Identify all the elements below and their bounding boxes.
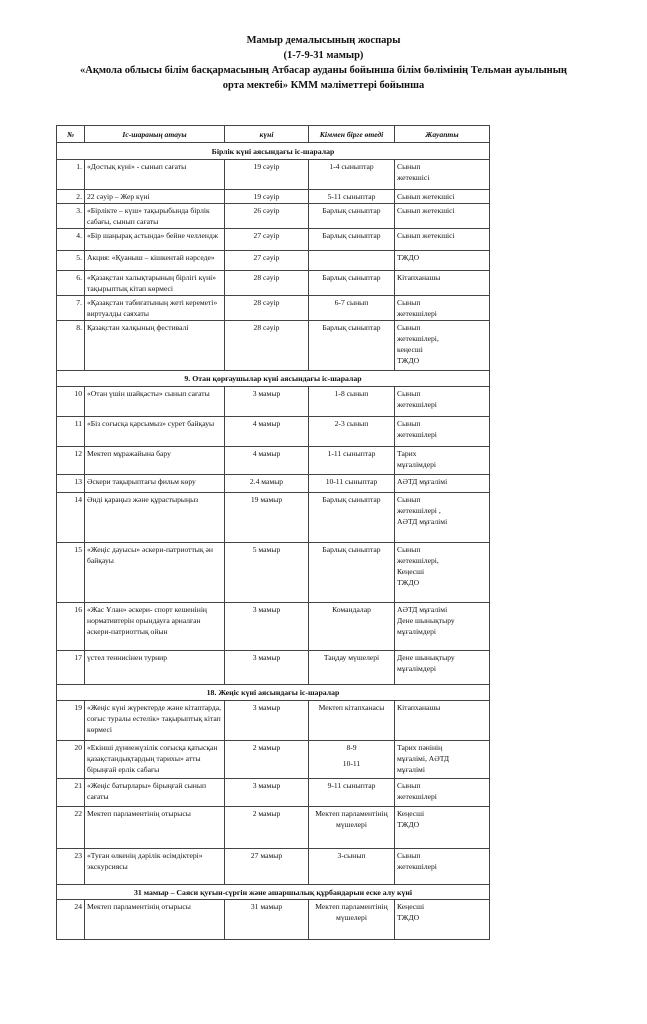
responsible xyxy=(395,387,490,417)
table-row xyxy=(57,701,490,741)
doc-title: Мамыр демалысының жоспары xyxy=(246,35,401,46)
responsible-line: мұғалімдері xyxy=(397,627,436,636)
row-number: 4. xyxy=(57,229,85,251)
responsible-line: ТЖДО xyxy=(397,913,420,922)
responsible-line: Кітапханашы xyxy=(397,273,441,282)
event-date: 26 сәуір xyxy=(225,204,309,229)
section-title: 18. Жеңіс күні аясындағы іс-шаралар xyxy=(57,685,490,701)
event-date: 3 мамыр xyxy=(225,651,309,685)
doc-org-line1: «Ақмола облысы білім басқармасының Атбасар ауданы бойынша білім бөлімінің Тельман ауылының xyxy=(80,65,567,76)
row-number: 2. xyxy=(57,190,85,204)
plan-table xyxy=(56,125,490,940)
participants: Барлық сыныптар xyxy=(309,229,395,251)
responsible xyxy=(395,190,490,204)
table-row xyxy=(57,204,490,229)
section-row xyxy=(57,685,490,701)
participants: 1-8 сынып xyxy=(309,387,395,417)
participants: Мектеп парламентінің мүшелері xyxy=(309,807,395,849)
participants: 3-сынып xyxy=(309,849,395,885)
responsible-line: Сынып жетекшісі xyxy=(397,231,455,240)
event-name: «Жеңіс күні жүректерде және кітаптарда, соғыс туралы естелік» тақырыптық кітап көрмесі xyxy=(85,701,225,741)
row-number: 23 xyxy=(57,849,85,885)
responsible-line: Тарих xyxy=(397,449,417,458)
responsible-line: жетекшілері, xyxy=(397,556,439,565)
event-date: 19 сәуір xyxy=(225,190,309,204)
table-row xyxy=(57,651,490,685)
event-name: Акция: «Қуаныш – кішкентай нәрседе» xyxy=(85,251,225,271)
responsible xyxy=(395,251,490,271)
event-date: 5 мамыр xyxy=(225,543,309,603)
row-number: 15 xyxy=(57,543,85,603)
row-number: 3. xyxy=(57,204,85,229)
responsible xyxy=(395,651,490,685)
responsible xyxy=(395,807,490,849)
participants xyxy=(309,251,395,271)
responsible-line: мұғалімі, АӘТД xyxy=(397,754,450,763)
responsible-line: Кеңесші xyxy=(397,809,425,818)
responsible xyxy=(395,204,490,229)
doc-dates: (1-7-9-31 мамыр) xyxy=(283,50,364,61)
event-date: 3 мамыр xyxy=(225,701,309,741)
event-date: 19 мамыр xyxy=(225,493,309,543)
responsible-line: Сынып xyxy=(397,495,421,504)
participants: Барлық сыныптар xyxy=(309,493,395,543)
event-date: 3 мамыр xyxy=(225,387,309,417)
responsible xyxy=(395,475,490,493)
table-row xyxy=(57,447,490,475)
event-date: 3 мамыр xyxy=(225,779,309,807)
participants: 5-11 сыныптар xyxy=(309,190,395,204)
responsible xyxy=(395,779,490,807)
participants: Барлық сыныптар xyxy=(309,321,395,371)
table-row xyxy=(57,543,490,603)
event-name: «Отан үшін шайқасты» сынып сағаты xyxy=(85,387,225,417)
event-name: Әскери тақырыптағы фильм көру xyxy=(85,475,225,493)
section-row xyxy=(57,885,490,900)
row-number: 10 xyxy=(57,387,85,417)
responsible-line: Кеңесші xyxy=(397,902,425,911)
responsible-line: Кеңесші xyxy=(397,567,425,576)
responsible xyxy=(395,603,490,651)
responsible xyxy=(395,701,490,741)
responsible-line: Сынып xyxy=(397,298,421,307)
responsible xyxy=(395,849,490,885)
col-date: күні xyxy=(225,126,309,143)
responsible xyxy=(395,271,490,296)
responsible-line: мұғалімі xyxy=(397,765,425,774)
table-row xyxy=(57,603,490,651)
table-row xyxy=(57,741,490,779)
col-event-name: Іс-шараның атауы xyxy=(85,126,225,143)
row-number: 24 xyxy=(57,900,85,940)
col-responsible: Жауапты xyxy=(395,126,490,143)
responsible-line: жетекшілері xyxy=(397,309,437,318)
participants: Барлық сыныптар xyxy=(309,543,395,603)
event-name: 22 сәуір – Жер күні xyxy=(85,190,225,204)
responsible-line: АӘТД мұғалімі xyxy=(397,605,448,614)
responsible-line: Дене шынықтыру xyxy=(397,653,455,662)
responsible xyxy=(395,447,490,475)
responsible-line: АӘТД мұғалімі xyxy=(397,517,448,526)
responsible-line: Сынып xyxy=(397,419,421,428)
section-title: 9. Отан қорғаушылар күні аясындағы іс-шаралар xyxy=(57,371,490,387)
col-participants: Кіммен бірге өтеді xyxy=(309,126,395,143)
event-name: Мектеп парламентінің отырысы xyxy=(85,807,225,849)
row-number: 19 xyxy=(57,701,85,741)
row-number: 22 xyxy=(57,807,85,849)
participants: 6-7 сынып xyxy=(309,296,395,321)
table-row xyxy=(57,417,490,447)
participants-line: 10-11 xyxy=(342,759,361,768)
participants: 1-11 сыныптар xyxy=(309,447,395,475)
event-name: «Достық күні» - сынып сағаты xyxy=(85,160,225,190)
table-header-row xyxy=(57,126,490,143)
row-number: 21 xyxy=(57,779,85,807)
responsible-line: ТЖДО xyxy=(397,253,420,262)
responsible-line: Кітапханашы xyxy=(397,703,441,712)
table-row xyxy=(57,321,490,371)
table-row xyxy=(57,387,490,417)
event-date: 27 сәуір xyxy=(225,229,309,251)
row-number: 14 xyxy=(57,493,85,543)
table-row xyxy=(57,779,490,807)
event-date: 27 сәуір xyxy=(225,251,309,271)
row-number: 13 xyxy=(57,475,85,493)
event-date: 2.4 мамыр xyxy=(225,475,309,493)
event-date: 2 мамыр xyxy=(225,807,309,849)
responsible-line: Сынып xyxy=(397,389,421,398)
event-name: Мектеп парламентінің отырысы xyxy=(85,900,225,940)
row-number: 8. xyxy=(57,321,85,371)
responsible-line: Сынып жетекшісі xyxy=(397,206,455,215)
responsible xyxy=(395,741,490,779)
responsible-line: мұғалімдері xyxy=(397,664,436,673)
responsible xyxy=(395,417,490,447)
event-date: 4 мамыр xyxy=(225,417,309,447)
participants: Таңдау мүшелері xyxy=(309,651,395,685)
responsible-line: жетекшісі xyxy=(397,173,430,182)
responsible-line: мұғалімдері xyxy=(397,460,436,469)
row-number: 12 xyxy=(57,447,85,475)
responsible-line: ТЖДО xyxy=(397,820,420,829)
event-name: Қазақстан халқының фестивалі xyxy=(85,321,225,371)
responsible xyxy=(395,493,490,543)
responsible-line: жетекшілері xyxy=(397,430,437,439)
responsible-line: жетекшілері , xyxy=(397,506,441,515)
responsible-line: Дене шынықтыру xyxy=(397,616,455,625)
event-date: 28 сәуір xyxy=(225,321,309,371)
event-date: 28 сәуір xyxy=(225,296,309,321)
responsible-line: ТЖДО xyxy=(397,578,420,587)
responsible xyxy=(395,160,490,190)
responsible-line: Сынып xyxy=(397,162,421,171)
table-row xyxy=(57,849,490,885)
responsible-line: жетекшілері xyxy=(397,792,437,801)
row-number: 6. xyxy=(57,271,85,296)
event-date: 27 мамыр xyxy=(225,849,309,885)
event-name: «Бір шаңырақ астында» бейне челлендж xyxy=(85,229,225,251)
participants-line: 8-9 xyxy=(346,743,357,752)
responsible xyxy=(395,296,490,321)
event-date: 2 мамыр xyxy=(225,741,309,779)
event-name: «Бірлікте – күш» тақырыбында бірлік сабағы, сынып сағаты xyxy=(85,204,225,229)
event-name: Әнді қараңыз және құрастырыңыз xyxy=(85,493,225,543)
responsible-line: жетекшілері, xyxy=(397,334,439,343)
event-name: «Жас Ұлан» әскери- спорт кешенінің нормативтерін орындауға арналған әскери-патриоттық ойын xyxy=(85,603,225,651)
event-date: 28 сәуір xyxy=(225,271,309,296)
row-number: 20 xyxy=(57,741,85,779)
responsible xyxy=(395,321,490,371)
row-number: 11 xyxy=(57,417,85,447)
responsible xyxy=(395,229,490,251)
event-name: Мектеп мұражайына бару xyxy=(85,447,225,475)
row-number: 7. xyxy=(57,296,85,321)
participants: Барлық сыныптар xyxy=(309,204,395,229)
responsible-line: Сынып жетекшісі xyxy=(397,192,455,201)
participants: 1-4 сыныптар xyxy=(309,160,395,190)
row-number: 5. xyxy=(57,251,85,271)
responsible-line: ТЖДО xyxy=(397,356,420,365)
event-name: «Жеңіс дауысы» әскери-патриоттық ән байқауы xyxy=(85,543,225,603)
participants: Командалар xyxy=(309,603,395,651)
responsible-line: жетекшілері xyxy=(397,862,437,871)
participants: Мектеп кітапханасы xyxy=(309,701,395,741)
participants: 10-11 сыныптар xyxy=(309,475,395,493)
event-date: 3 мамыр xyxy=(225,603,309,651)
event-name: «Біз соғысқа қарсымыз» сурет байқауы xyxy=(85,417,225,447)
table-row xyxy=(57,160,490,190)
participants xyxy=(309,741,395,779)
event-date: 31 мамыр xyxy=(225,900,309,940)
section-row xyxy=(57,371,490,387)
responsible-line: Сынып xyxy=(397,323,421,332)
table-row xyxy=(57,296,490,321)
section-title: Бірлік күні аясындағы іс-шаралар xyxy=(57,143,490,160)
event-name: «Туған өлкенің дәрілік өсімдіктері» экскурсиясы xyxy=(85,849,225,885)
table-row xyxy=(57,493,490,543)
participants: Мектеп парламентінің мүшелері xyxy=(309,900,395,940)
event-name: «Қазақстан табиғатының жеті кереметі» виртуалды саяхаты xyxy=(85,296,225,321)
doc-org-line2: орта мектебі» КММ мәліметтері бойынша xyxy=(222,80,425,91)
table-row xyxy=(57,251,490,271)
responsible-line: Сынып xyxy=(397,851,421,860)
section-row xyxy=(57,143,490,160)
row-number: 16 xyxy=(57,603,85,651)
responsible-line: кеңесші xyxy=(397,345,423,354)
responsible-line: АӘТД мұғалімі xyxy=(397,477,448,486)
responsible-line: Сынып xyxy=(397,781,421,790)
table-row xyxy=(57,190,490,204)
responsible xyxy=(395,900,490,940)
row-number: 1. xyxy=(57,160,85,190)
responsible xyxy=(395,543,490,603)
responsible-line: Сынып xyxy=(397,545,421,554)
table-row xyxy=(57,900,490,940)
participants: 9-11 сыныптар xyxy=(309,779,395,807)
participants: 2-3 сынып xyxy=(309,417,395,447)
participants: Барлық сыныптар xyxy=(309,271,395,296)
col-number: № xyxy=(57,126,85,143)
table-row xyxy=(57,475,490,493)
event-name: «Екінші дүниежүзілік соғысқа қатысқан қазақстандықтардың тарихы» атты бірыңғай ерлік сабағы xyxy=(85,741,225,779)
table-row xyxy=(57,229,490,251)
table-row xyxy=(57,807,490,849)
event-date: 19 сәуір xyxy=(225,160,309,190)
section-title: 31 мамыр – Саяси қуғын-сүргін және ашаршылық құрбандарын еске алу күні xyxy=(57,885,490,900)
event-date: 4 мамыр xyxy=(225,447,309,475)
table-row xyxy=(57,271,490,296)
event-name: «Жеңіс батырлары» бірыңғай сынып сағаты xyxy=(85,779,225,807)
responsible-line: жетекшілері xyxy=(397,400,437,409)
event-name: «Қазақстан халықтарының бірлігі күні» тақырыптық кітап көрмесі xyxy=(85,271,225,296)
responsible-line: Тарих пәнінің xyxy=(397,743,443,752)
row-number: 17 xyxy=(57,651,85,685)
event-name: үстел теннисінен турнир xyxy=(85,651,225,685)
